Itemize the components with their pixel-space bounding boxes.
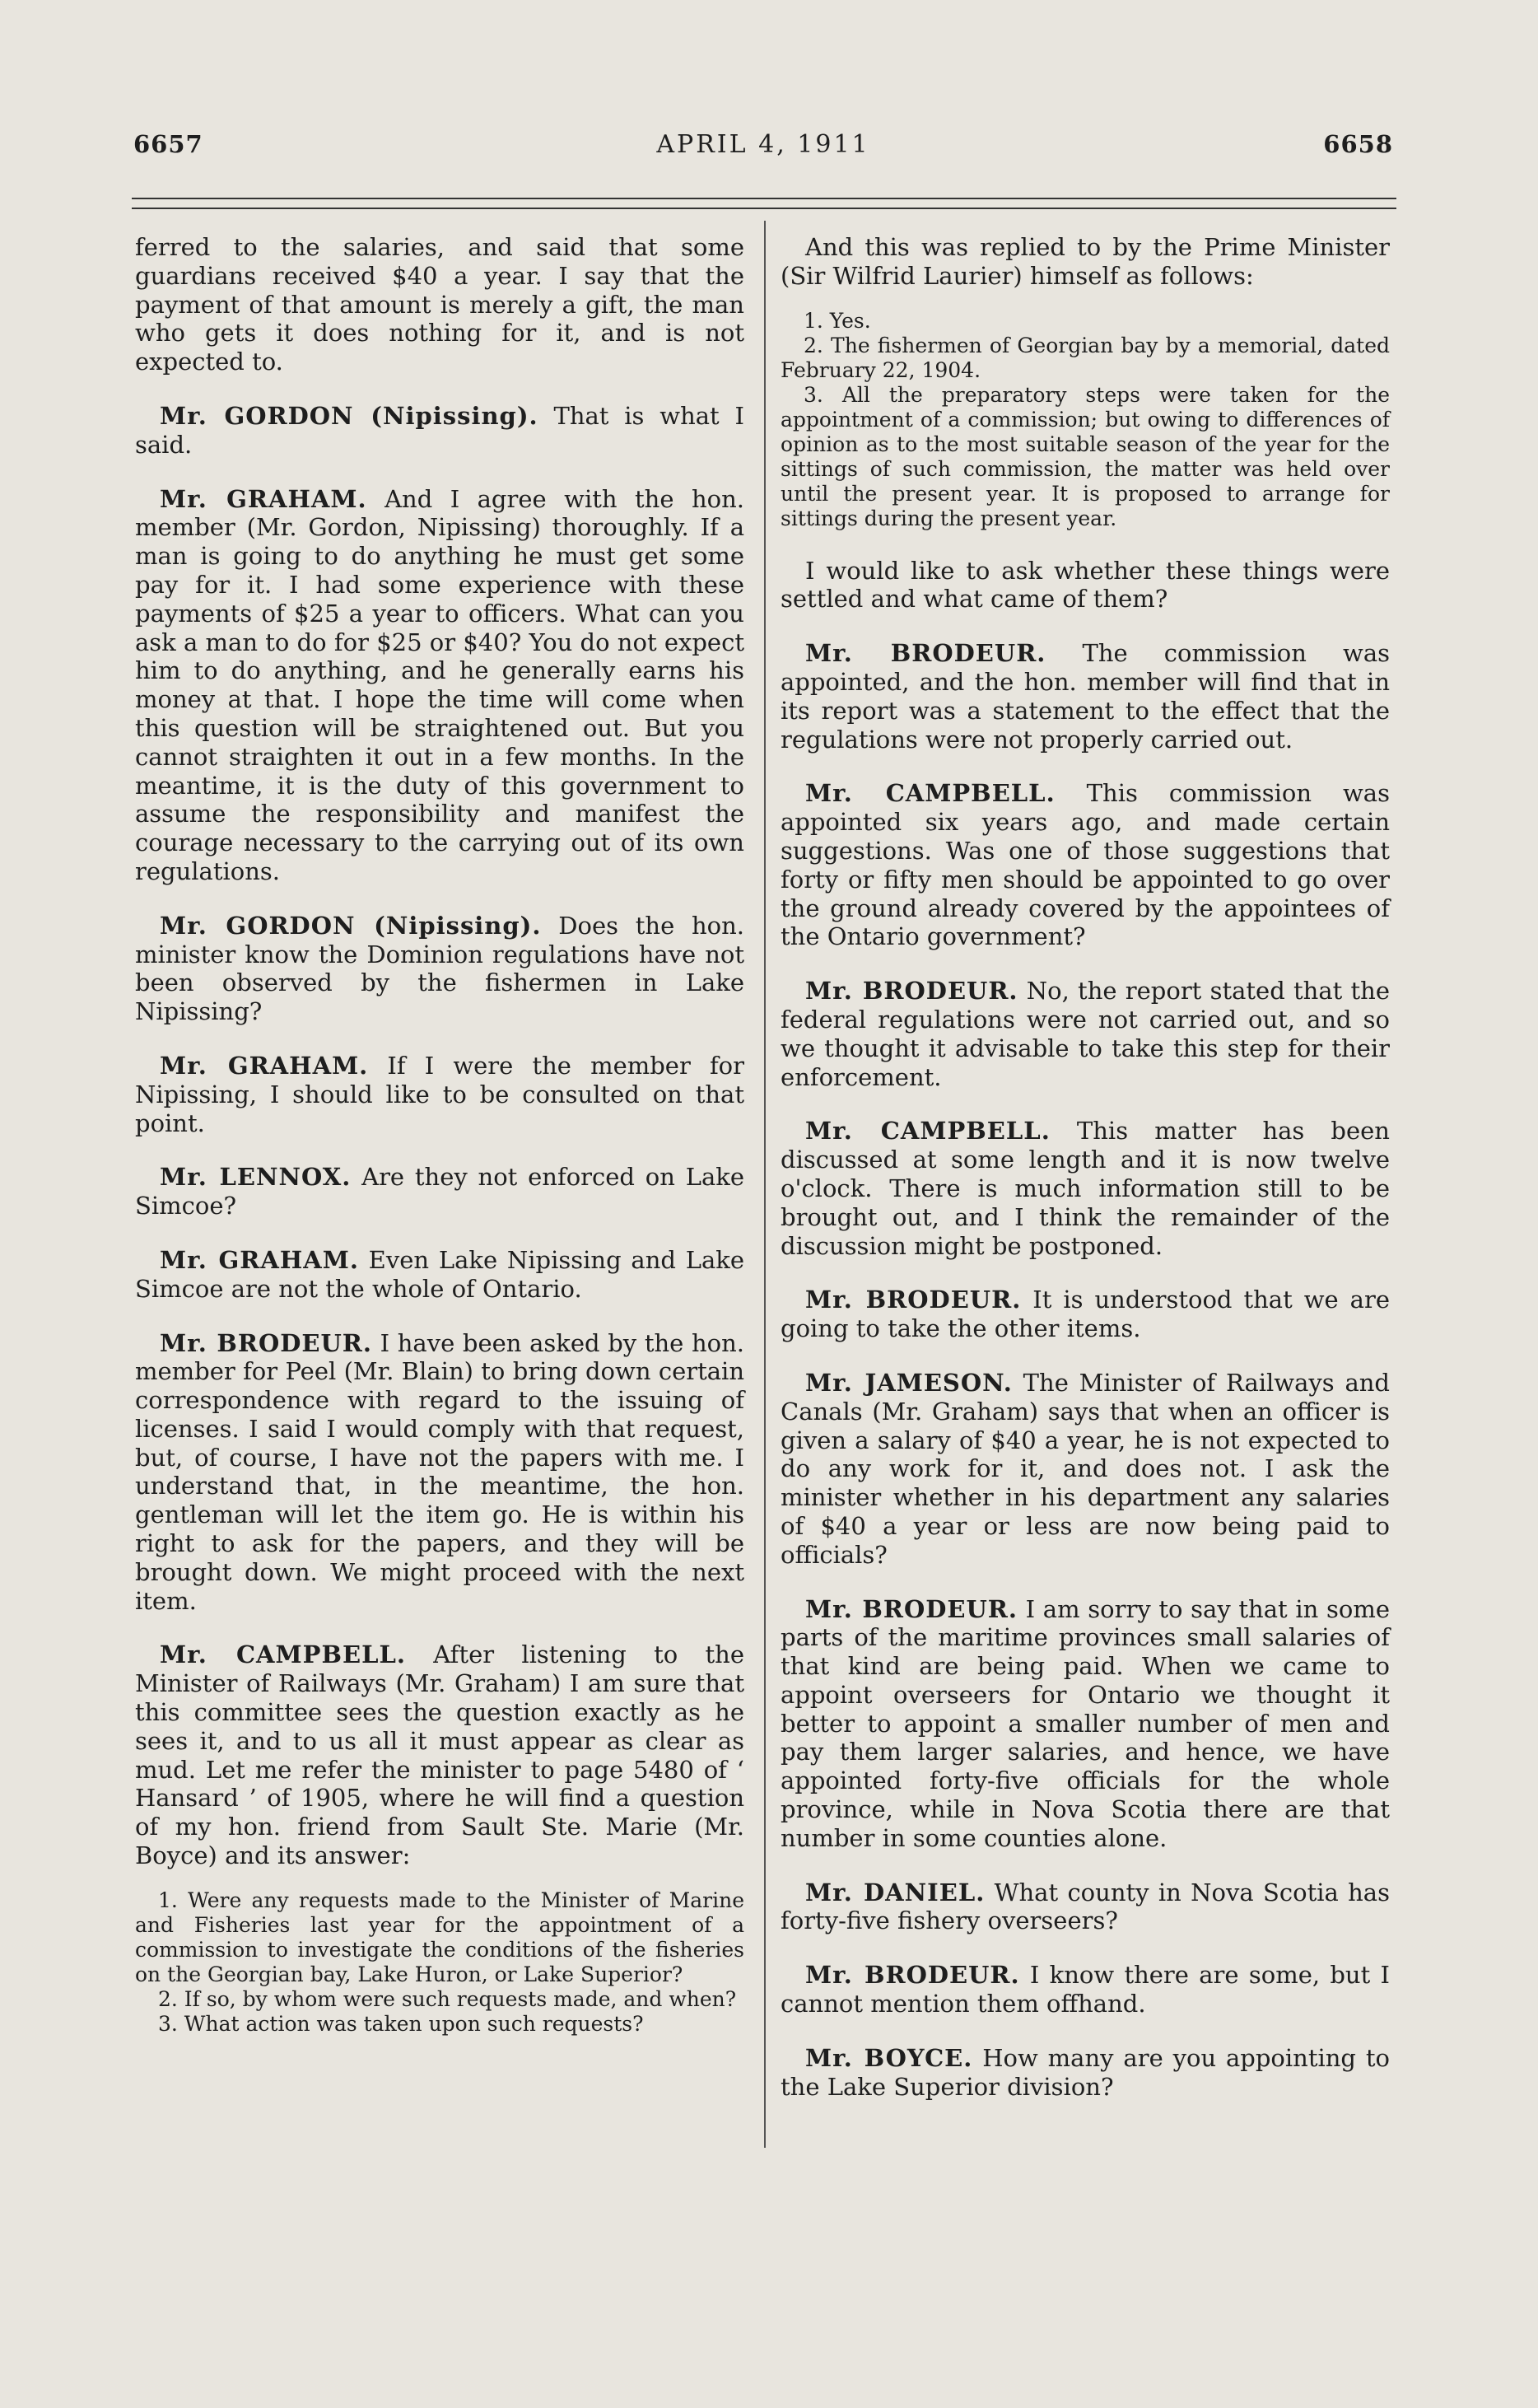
speaker-name: Mr. GRAHAM.: [160, 1245, 359, 1274]
paragraph: [781, 2044, 1390, 2102]
paragraph-text: That is what I said.: [135, 401, 744, 459]
quoted-question: 2. If so, by whom were such requests made, and when?: [158, 1986, 737, 2011]
speaker-name: Mr. BRODEUR.: [805, 1286, 1022, 1314]
paragraph-text: Are they not enforced on Lake Simcoe?: [135, 1163, 744, 1220]
left-column: [135, 233, 744, 2037]
speaker-name: Mr. BRODEUR.: [805, 639, 1046, 668]
speaker-name: Mr. GORDON (Nipissing).: [160, 911, 542, 940]
speaker-name: Mr. CAMPBELL.: [805, 779, 1056, 808]
paragraph-text: No, the report stated that the federal regulations were not carried out, and so we thought it advisable to take this step for their enforcement.: [781, 977, 1390, 1091]
paragraph-text: It is understood that we are going to take the other items.: [781, 1286, 1390, 1343]
quoted-answer: 2. The fishermen of Georgian bay by a memorial, dated February 22, 1904.: [781, 333, 1390, 382]
paragraph: [781, 1878, 1390, 1936]
paragraph: [135, 1052, 744, 1137]
paragraph: [135, 1163, 744, 1220]
quoted-answer: 1. Yes.: [804, 308, 871, 333]
paragraph-text: This commission was appointed six years ago, and made certain suggestions. Was one of those suggestions that forty or fifty men should be appointed to go over the ground already covered by the appointees of the Ontario government?: [781, 779, 1390, 951]
page-number-left: 6657: [133, 130, 203, 158]
speaker-name: Mr. GRAHAM.: [160, 1051, 369, 1080]
page-number-right: 6658: [1323, 130, 1393, 158]
speaker-name: Mr. JAMESON.: [805, 1368, 1013, 1397]
paragraph: And this was replied to by the Prime Minister (Sir Wilfrid Laurier) himself as follows:: [781, 233, 1390, 290]
paragraph-text: This matter has been discussed at some length and it is now twelve o'clock. There is much information still to be brought out, and I think the remainder of the discussion might be postponed.: [781, 1117, 1390, 1260]
paragraph-text: And I agree with the hon. member (Mr. Gordon, Nipissing) thoroughly. If a man is going to do anything he must get some pay for it. I had some experience with these payments of $25 a year to officers. What can you ask a man to do for $25 or $40? You do not expect him to do anything, and he generally earns his money at that. I hope the time will come when this question will be straightened out. But you cannot straighten it out in a few months. In the meantime, it is the duty of this government to assume the responsibility and manifest the courage necessary to the carrying out of its own regulations.: [135, 484, 745, 885]
speaker-name: Mr. BRODEUR.: [160, 1328, 372, 1357]
speaker-name: Mr. LENNOX.: [160, 1163, 352, 1192]
header-rule-top: [132, 198, 1396, 199]
paragraph: [781, 1369, 1390, 1570]
paragraph: [781, 1117, 1390, 1260]
paragraph-text: Does the hon. minister know the Dominion regulations have not been observed by the fishermen in Lake Nipissing?: [135, 911, 745, 1026]
paragraph-text: The commission was appointed, and the hon. member will find that in its report was a statement to the effect that the regulations were not properly carried out.: [781, 639, 1391, 754]
quoted-question: 3. What action was taken upon such requests?: [158, 2011, 644, 2036]
paragraph: [781, 1595, 1390, 1853]
paragraph: [781, 1286, 1390, 1343]
paragraph-text: Even Lake Nipissing and Lake Simcoe are not the whole of Ontario.: [135, 1245, 744, 1303]
paragraph-text: ferred to the salaries, and said that some guardians received $40 a year. I say that the payment of that amount is merely a gift, the man who gets it does nothing for it, and is not expected to.: [135, 233, 744, 376]
paragraph-text: The Minister of Railways and Canals (Mr. Graham) says that when an officer is given a salary of $40 a year, he is not expected to do any work for it, and does not. I ask the minister whether in his department any salaries of $40 a year or less are now being paid to officials?: [781, 1368, 1390, 1569]
paragraph-text: If I were the member for Nipissing, I should like to be consulted on that point.: [135, 1051, 745, 1137]
paragraph-text: What county in Nova Scotia has forty-five fishery overseers?: [781, 1878, 1390, 1935]
page-header: [133, 130, 1393, 166]
paragraph: [781, 977, 1390, 1091]
speaker-name: Mr. GORDON (Nipissing).: [160, 401, 538, 430]
right-column: [781, 233, 1390, 2101]
speaker-name: Mr. CAMPBELL.: [160, 1640, 406, 1669]
paragraph-text: I am sorry to say that in some parts of the maritime provinces small salaries of that kind are being paid. When we came to appoint overseers for Ontario we thought it better to appoint a smaller number of men and pay them larger salaries, and hence, we have appointed forty-five officials for the whole province, while in Nova Scotia there are that number in some counties alone.: [781, 1594, 1390, 1852]
paragraph: [135, 233, 744, 376]
column-divider: [764, 221, 766, 2148]
paragraph: [135, 402, 744, 460]
paragraph-text: I know there are some, but I cannot mention them offhand.: [781, 1961, 1390, 2018]
paragraph: [135, 1246, 744, 1304]
paragraph: [135, 1329, 744, 1616]
paragraph-text: After listening to the Minister of Railways (Mr. Graham) I am sure that this committee sees the question exactly as he sees it, and to us all it must appear as clear as mud. Let me refer the minister to page 5480 of ‘ Hansard ’ of 1905, where he will find a question of my hon. friend from Sault Ste. Marie (Mr. Boyce) and its answer:: [135, 1640, 744, 1870]
speaker-name: Mr. BRODEUR.: [805, 977, 1018, 1006]
paragraph: [781, 639, 1390, 754]
speaker-name: Mr. GRAHAM.: [160, 484, 367, 513]
quoted-question: 1. Were any requests made to the Minister of Marine and Fisheries last year for the appointment of a commission to investigate the conditions of the fisheries on the Georgian bay, Lake Huron, or Lake Superior?: [135, 1888, 744, 1986]
paragraph-text: I would like to ask whether these things were settled and what came of them?: [781, 556, 1390, 614]
paragraph: [135, 1640, 744, 1869]
paragraph: [135, 485, 744, 886]
paragraph-text: How many are you appointing to the Lake Superior division?: [781, 2043, 1390, 2101]
paragraph: [781, 779, 1390, 951]
speaker-name: Mr. BRODEUR.: [805, 1961, 1020, 1990]
speaker-name: Mr. BRODEUR.: [805, 1594, 1018, 1623]
header-rule-bottom: [132, 208, 1396, 209]
paragraph: [135, 912, 744, 1026]
speaker-name: Mr. BOYCE.: [805, 2043, 973, 2072]
paragraph: [781, 1961, 1390, 2018]
paragraph-text: I have been asked by the hon. member for Peel (Mr. Blain) to bring down certain correspondence with regard to the issuing of licenses. I said I would comply with that request, but, of course, I have not the papers with me. I understand that, in the meantime, the hon. gentleman will let the item go. He is within his right to ask for the papers, and they will be brought down. We might proceed with the next item.: [135, 1328, 744, 1615]
speaker-name: Mr. DANIEL.: [805, 1878, 986, 1906]
paragraph: [781, 557, 1390, 614]
quoted-answer: 3. All the preparatory steps were taken for the appointment of a commission; but owing to differences of opinion as to the most suitable season of the year for the sittings of such commission, the matter was held over until the present year. It is proposed to arrange for sittings during the present year.: [781, 382, 1390, 530]
page-date: APRIL 4, 1911: [656, 130, 870, 159]
speaker-name: Mr. CAMPBELL.: [805, 1117, 1051, 1146]
